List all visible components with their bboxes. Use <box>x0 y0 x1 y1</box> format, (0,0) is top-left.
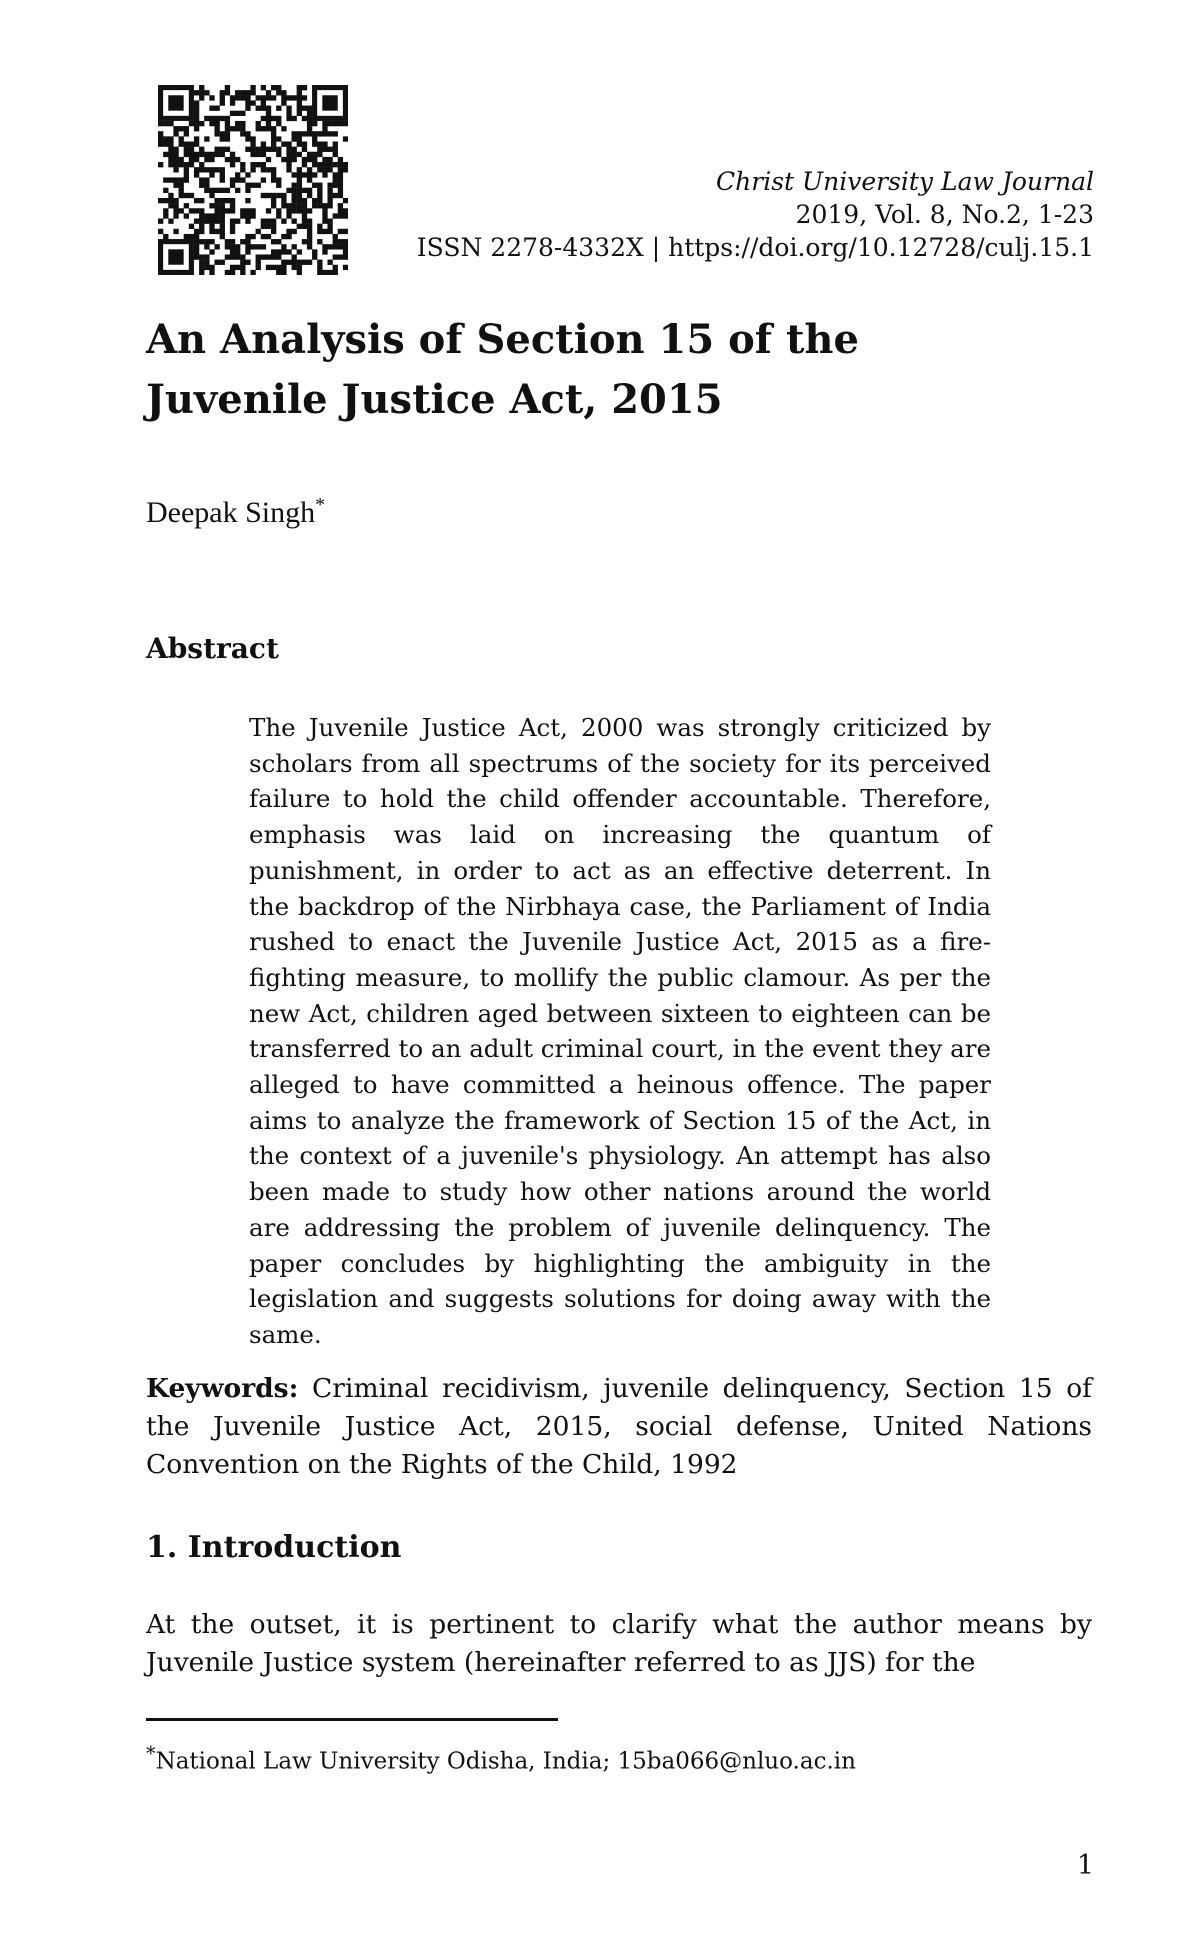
footnote <box>146 1742 856 1775</box>
keywords-label: Keywords: <box>146 1373 299 1404</box>
qr-finder-pattern <box>312 85 348 121</box>
keywords <box>146 1370 1092 1484</box>
abstract-heading: Abstract <box>146 632 279 665</box>
qr-finder-pattern <box>158 85 194 121</box>
qr-code-icon <box>158 85 348 275</box>
author-footnote-mark: * <box>315 494 326 516</box>
volume-info: 2019, Vol. 8, No.2, 1-23 <box>795 200 1094 229</box>
footnote-text: National Law University Odisha, India; 15ba066@nluo.ac.in <box>155 1748 856 1775</box>
page-number: 1 <box>1076 1850 1094 1881</box>
keywords-text: Criminal recidivism, juvenile delinquency, Section 15 of the Juvenile Justice Act, 2015, social defense, United Nations Convention on the Rights of the Child, 1992 <box>146 1373 1092 1480</box>
introduction-text: At the outset, it is pertinent to clarify what the author means by Juvenile Justice system (hereinafter referred to as JJS) for the <box>146 1609 1092 1678</box>
issn-doi: ISSN 2278-4332X | https://doi.org/10.12728/culj.15.1 <box>416 233 1094 262</box>
author-text: Deepak Singh <box>146 496 316 529</box>
qr-finder-pattern <box>158 239 194 275</box>
abstract-text: The Juvenile Justice Act, 2000 was strongly criticized by scholars from all spectrums of the society for its perceived failure to hold the child offender accountable. Therefore, emphasis was laid on increasing the quantum of punishment, in order to act as an effective deterrent. In the backdrop of the Nirbhaya case, the Parliament of India rushed to enact the Juvenile Justice Act, 2015 as a fire-fighting measure, to mollify the public clamour. As per the new Act, children aged between sixteen to eighteen can be transferred to an adult criminal court, in the event they are alleged to have committed a heinous offence. The paper aims to analyze the framework of Section 15 of the Act, in the context of a juvenile's physiology. An attempt has also been made to study how other nations around the world are addressing the problem of juvenile delinquency. The paper concludes by highlighting the ambiguity in the legislation and suggests solutions for doing away with the same. <box>249 713 991 1349</box>
footnote-divider <box>146 1718 558 1721</box>
article-title: An Analysis of Section 15 of the Juvenile Justice Act, 2015 <box>146 316 859 423</box>
journal-info <box>417 165 1094 264</box>
author-name <box>146 494 325 530</box>
section-heading-introduction: 1. Introduction <box>146 1530 402 1565</box>
journal-name: Christ University Law Journal <box>716 167 1094 196</box>
footnote-mark: * <box>146 1742 156 1765</box>
